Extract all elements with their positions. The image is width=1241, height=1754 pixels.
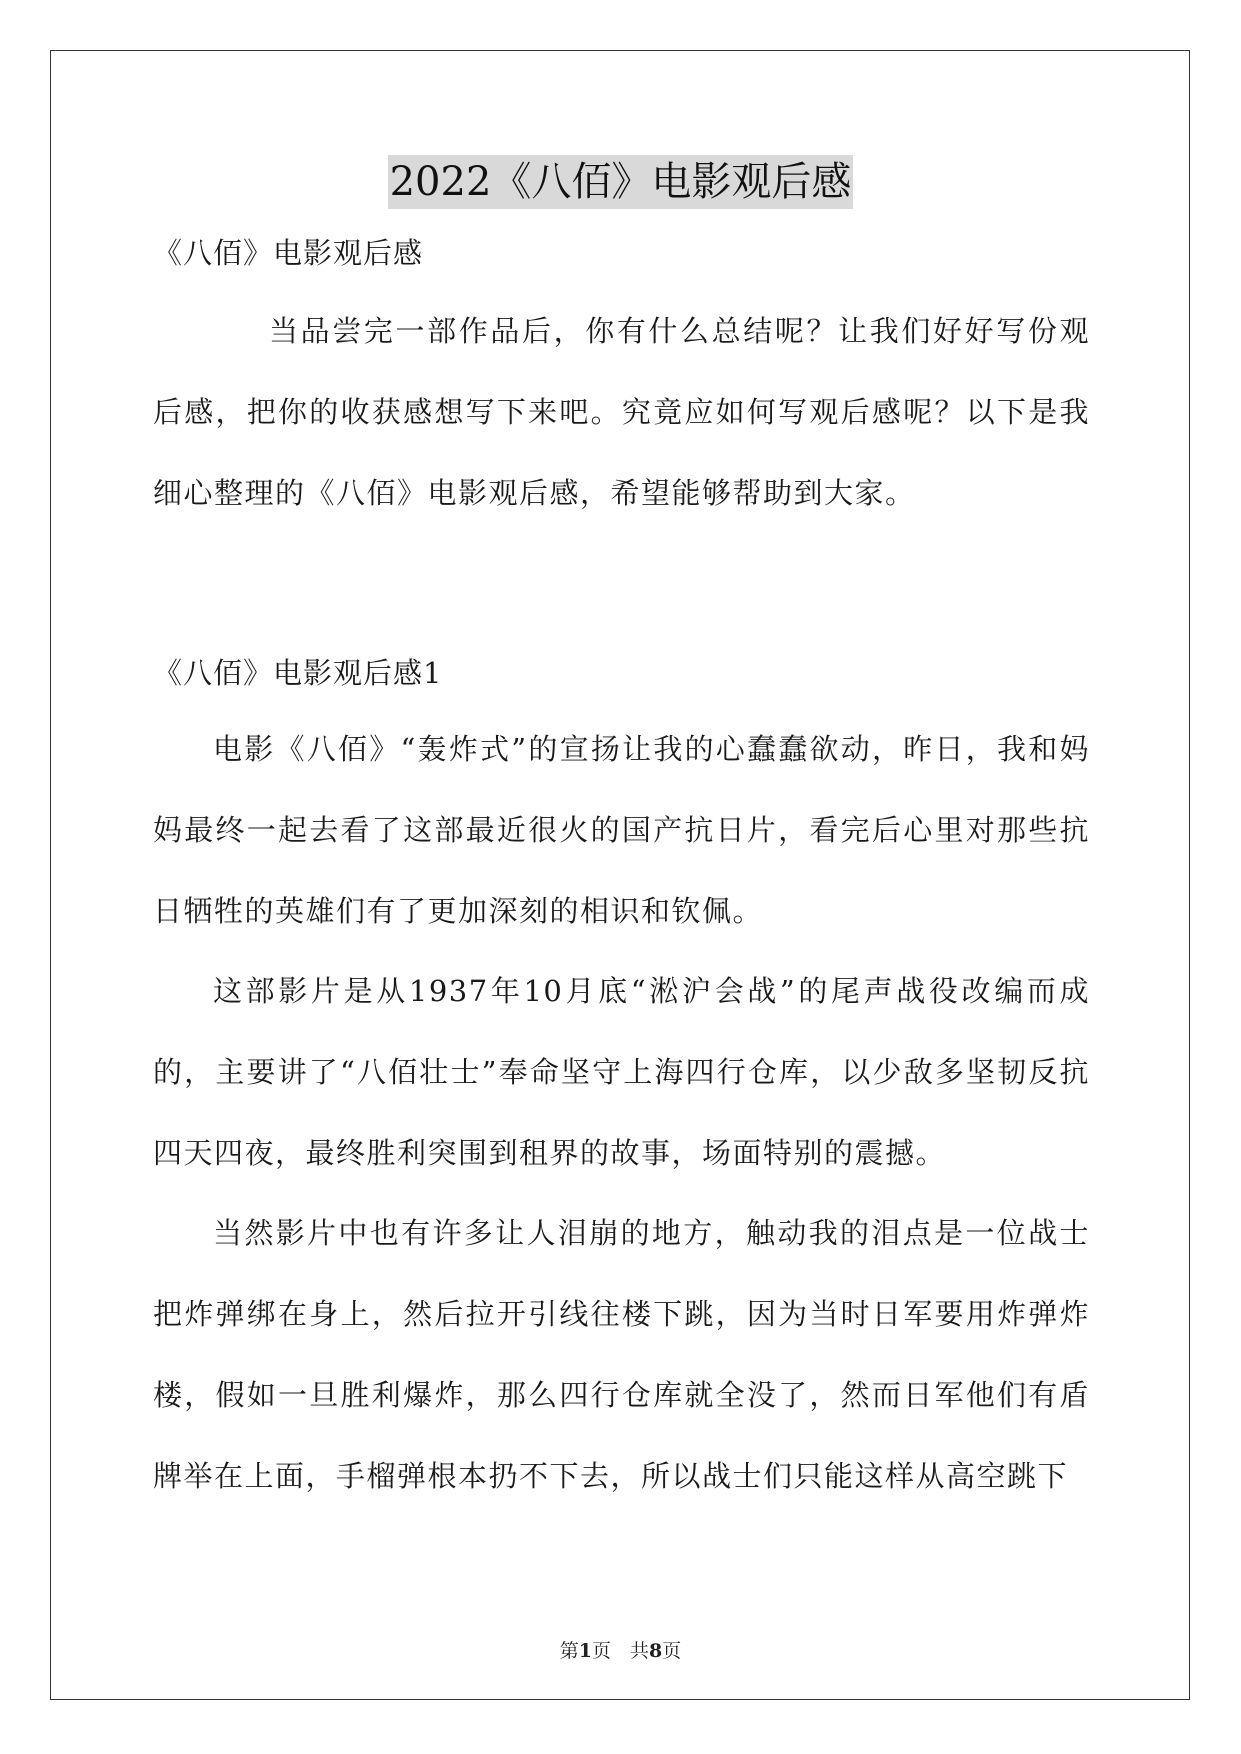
document-title: 2022《八佰》电影观后感 <box>388 155 854 209</box>
document-subheading: 《八佰》电影观后感 <box>153 236 424 270</box>
intro-paragraph: 当品尝完一部作品后，你有什么总结呢？让我们好好写份观后感，把你的收获感想写下来吧。究竟应如何写观后感呢？以下是我细心整理的《八佰》电影观后感，希望能够帮助到大家。 <box>153 314 1090 510</box>
section-heading: 《八佰》电影观后感1 <box>153 656 443 690</box>
current-page-number: 1 <box>578 1640 592 1662</box>
total-page-number: 8 <box>649 1640 663 1662</box>
footer-middle: 页 共 <box>591 1640 649 1662</box>
body-paragraph-1: 电影《八佰》“轰炸式”的宣扬让我的心蠢蠢欲动，昨日，我和妈妈最终一起去看了这部最近很火的国产抗日片，看完后心里对那些抗日牺牲的英雄们有了更加深刻的相识和钦佩。 <box>153 732 1090 928</box>
page-footer <box>0 1636 1241 1663</box>
footer-suffix: 页 <box>662 1640 682 1662</box>
title-container <box>0 155 1241 209</box>
footer-prefix: 第 <box>559 1640 579 1662</box>
body-paragraph-3: 当然影片中也有许多让人泪崩的地方，触动我的泪点是一位战士把炸弹绑在身上，然后拉开引线往楼下跳，因为当时日军要用炸弹炸楼，假如一旦胜利爆炸，那么四行仓库就全没了，然而日军他们有盾牌举在上面，手榴弹根本扔不下去，所以战士们只能这样从高空跳下 <box>153 1216 1090 1493</box>
body-paragraph-2: 这部影片是从1937年10月底“淞沪会战”的尾声战役改编而成的，主要讲了“八佰壮士”奉命坚守上海四行仓库，以少敌多坚韧反抗四天四夜，最终胜利突围到租界的故事，场面特别的震撼。 <box>153 974 1090 1170</box>
